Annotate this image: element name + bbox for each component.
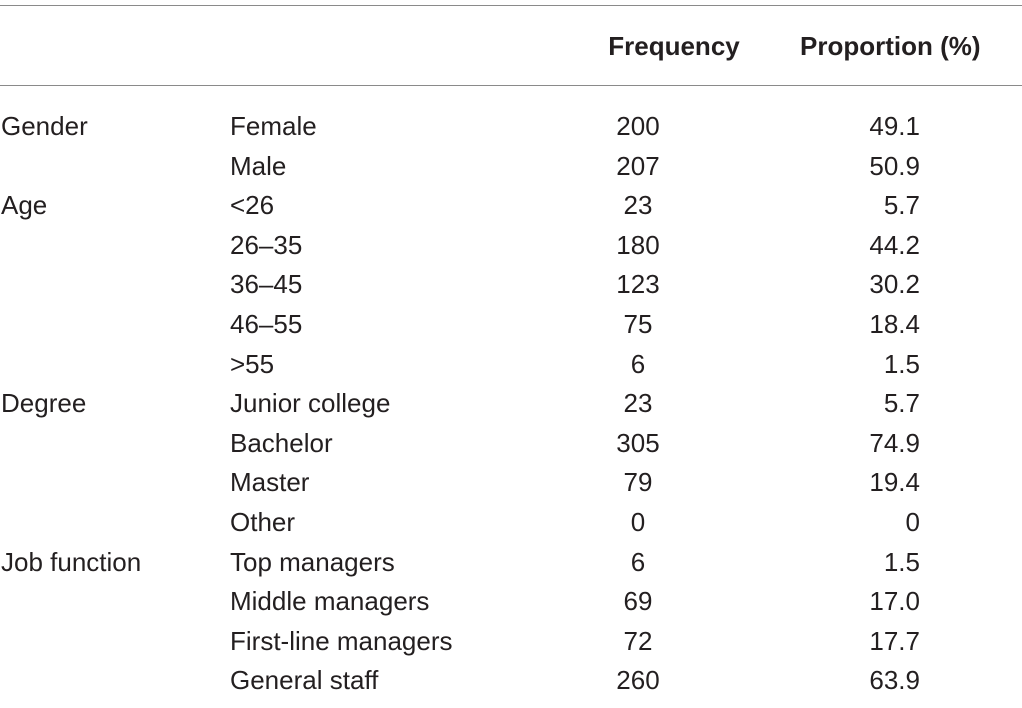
table-row [0,660,1022,700]
table-row [0,185,1022,225]
table-row [0,304,1022,344]
table-row [0,106,1022,146]
frequency-cell: 260 [616,665,660,696]
subcategory-cell: Bachelor [230,427,333,458]
table-row [0,462,1022,502]
category-cell: Age [1,190,48,221]
table-top-rule [0,5,1022,6]
proportion-cell: 50.9 [869,150,920,181]
frequency-cell: 79 [623,467,653,498]
frequency-cell: 0 [630,506,646,537]
table-row [0,542,1022,582]
subcategory-cell: 36–45 [230,269,303,300]
table-row [0,383,1022,423]
proportion-cell: 0 [905,506,920,537]
category-cell: Job function [1,546,142,577]
subcategory-cell: Female [230,111,317,141]
frequency-cell: 207 [616,150,660,181]
proportion-cell: 5.7 [883,190,920,221]
category-cell: Degree [1,388,87,419]
category-cell: Gender [1,111,88,141]
table-row [0,423,1022,463]
frequency-cell: 6 [630,546,646,577]
frequency-cell: 69 [623,586,653,617]
proportion-cell: 1.5 [883,348,920,379]
subcategory-cell: Male [230,150,287,181]
subcategory-cell: <26 [230,190,275,221]
proportion-cell: 5.7 [883,388,920,419]
proportion-cell: 74.9 [869,427,920,458]
frequency-cell: 72 [623,625,653,656]
table-row [0,621,1022,661]
table-row [0,581,1022,621]
frequency-cell: 23 [623,388,653,419]
table-row [0,264,1022,304]
subcategory-cell: >55 [230,348,275,379]
proportion-cell: 63.9 [869,665,920,696]
proportion-cell: 30.2 [869,269,920,300]
table-row [0,502,1022,542]
table-row [0,344,1022,384]
frequency-cell: 75 [623,308,653,339]
header-rule [0,85,1022,86]
proportion-cell: 18.4 [869,308,920,339]
frequency-cell: 180 [616,229,660,260]
subcategory-cell: 26–35 [230,229,303,260]
table-row [0,146,1022,186]
frequency-cell: 123 [616,269,660,300]
table-body [0,106,1022,700]
proportion-cell: 17.0 [869,586,920,617]
frequency-cell: 6 [630,348,646,379]
proportion-cell: 1.5 [883,546,920,577]
subcategory-cell: Other [230,506,296,537]
proportion-cell: 44.2 [869,229,920,260]
subcategory-cell: First-line managers [230,625,453,656]
proportion-cell: 19.4 [869,467,920,498]
header-proportion: Proportion (%) [800,31,981,61]
frequency-cell: 23 [623,190,653,221]
subcategory-cell: Junior college [230,388,391,419]
proportion-cell: 17.7 [869,625,920,656]
subcategory-cell: Master [230,467,310,498]
frequency-cell: 305 [616,427,660,458]
table-row [0,225,1022,265]
subcategory-cell: General staff [230,665,379,696]
header-frequency: Frequency [608,31,740,61]
subcategory-cell: Middle managers [230,586,430,617]
subcategory-cell: Top managers [230,546,395,577]
frequency-cell: 200 [616,111,660,141]
subcategory-cell: 46–55 [230,308,303,339]
proportion-cell: 49.1 [869,111,920,141]
